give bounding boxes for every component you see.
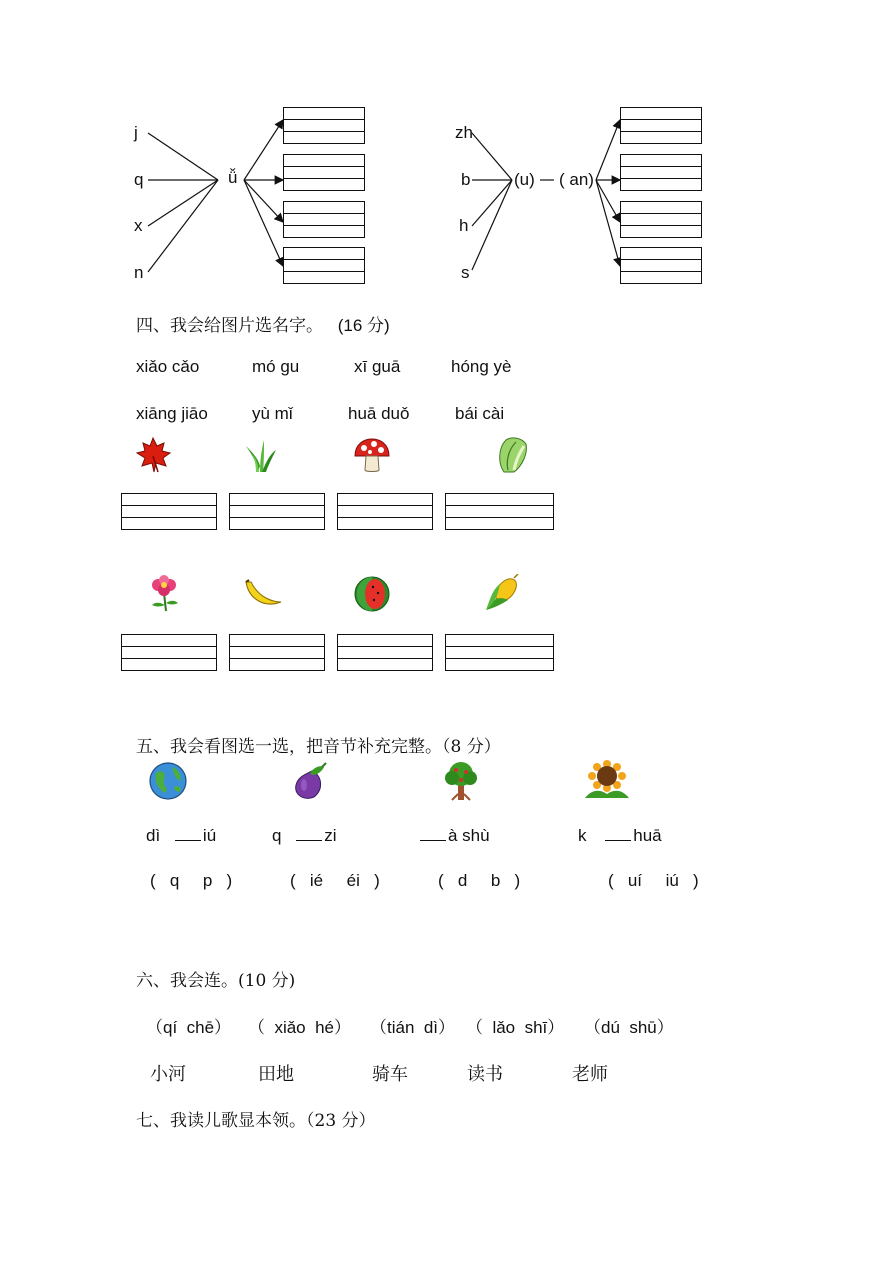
initial-q: q <box>134 170 144 189</box>
sunflower-icon <box>583 760 631 802</box>
fill-item <box>272 825 336 846</box>
center-an: ( an) <box>559 170 594 189</box>
chinese-word[interactable]: 骑车 <box>372 1064 408 1085</box>
item-suffix: huā <box>633 826 662 845</box>
choice-options: ( uí iú ) <box>608 871 699 890</box>
pinyin-item[interactable]: （dú shū） <box>584 1018 674 1037</box>
word-option: xiǎo cǎo <box>136 357 200 376</box>
initial-b: b <box>461 170 471 189</box>
pinyin-item[interactable]: （ lǎo shī） <box>466 1018 565 1037</box>
initial-zh: zh <box>455 123 473 142</box>
eggplant-icon <box>290 761 328 801</box>
answer-box[interactable] <box>283 154 365 191</box>
word-option: mó gu <box>252 357 300 376</box>
blank-field[interactable] <box>420 825 446 841</box>
section4-score: (16 分) <box>337 316 390 335</box>
item-suffix: zi <box>324 826 337 845</box>
word-option: huā duǒ <box>348 404 410 423</box>
choice-options: ( d b ) <box>438 871 521 890</box>
blank-field[interactable] <box>605 825 631 841</box>
section6-title: 六、我会连。(10 分) <box>136 971 296 991</box>
blank-field[interactable] <box>175 825 201 841</box>
word-option: yù mǐ <box>252 404 293 423</box>
word-option: xiāng jiāo <box>136 404 208 423</box>
flower-icon <box>148 575 180 613</box>
answer-box[interactable] <box>445 493 554 530</box>
section7-title: 七、我读儿歌显本领。（23 分） <box>136 1111 376 1131</box>
mushroom-icon <box>352 436 392 474</box>
maple-leaf-icon <box>134 436 172 474</box>
initial-n: n <box>134 263 144 282</box>
answer-box[interactable] <box>337 493 433 530</box>
pinyin-item[interactable]: （qí chē） <box>146 1018 232 1037</box>
grass-icon <box>244 436 278 474</box>
item-prefix: k <box>578 826 587 845</box>
choice-options: ( q p ) <box>150 871 233 890</box>
connection-lines <box>0 0 892 300</box>
cabbage-icon <box>494 434 530 474</box>
center-u: (u) <box>514 170 535 189</box>
section5-title: 五、我会看图选一选，把音节补充完整。（8 分） <box>136 737 501 757</box>
section4-heading <box>136 311 390 336</box>
section4-title: 四、我会给图片选名字。 <box>136 316 323 336</box>
word-option: xī guā <box>354 357 401 376</box>
answer-box[interactable] <box>620 247 702 284</box>
tree-icon <box>442 760 480 802</box>
item-suffix: à shù <box>448 826 490 845</box>
item-suffix: iú <box>202 826 217 845</box>
answer-box[interactable] <box>283 107 365 144</box>
answer-box[interactable] <box>121 493 217 530</box>
pinyin-item[interactable]: （tián dì） <box>370 1018 456 1037</box>
pinyin-item[interactable]: （ xiǎo hé） <box>248 1018 351 1037</box>
answer-box[interactable] <box>283 201 365 238</box>
answer-box[interactable] <box>283 247 365 284</box>
watermelon-icon <box>353 575 391 613</box>
answer-box[interactable] <box>445 634 554 671</box>
chinese-word[interactable]: 田地 <box>258 1064 294 1085</box>
fill-item <box>578 825 662 846</box>
chinese-word[interactable]: 小河 <box>150 1064 186 1085</box>
item-prefix: dì <box>146 826 161 845</box>
answer-box[interactable] <box>337 634 433 671</box>
fill-item <box>418 825 490 846</box>
item-prefix: q <box>272 826 282 845</box>
answer-box[interactable] <box>229 634 325 671</box>
answer-box[interactable] <box>620 154 702 191</box>
fill-item <box>146 825 216 846</box>
answer-box[interactable] <box>121 634 217 671</box>
answer-box[interactable] <box>229 493 325 530</box>
initial-s: s <box>461 263 470 282</box>
blank-field[interactable] <box>296 825 322 841</box>
globe-icon <box>148 761 188 801</box>
corn-icon <box>482 574 522 614</box>
initial-j: j <box>134 123 138 142</box>
choice-options: ( ié éi ) <box>290 871 380 890</box>
chinese-word[interactable]: 读书 <box>467 1064 503 1085</box>
answer-box[interactable] <box>620 201 702 238</box>
banana-icon <box>243 578 283 610</box>
word-option: bái cài <box>455 404 505 423</box>
initial-x: x <box>134 216 143 235</box>
word-option: hóng yè <box>451 357 512 376</box>
center-vowel: ǚ <box>228 168 238 187</box>
chinese-word[interactable]: 老师 <box>572 1064 608 1085</box>
initial-h: h <box>459 216 469 235</box>
answer-box[interactable] <box>620 107 702 144</box>
